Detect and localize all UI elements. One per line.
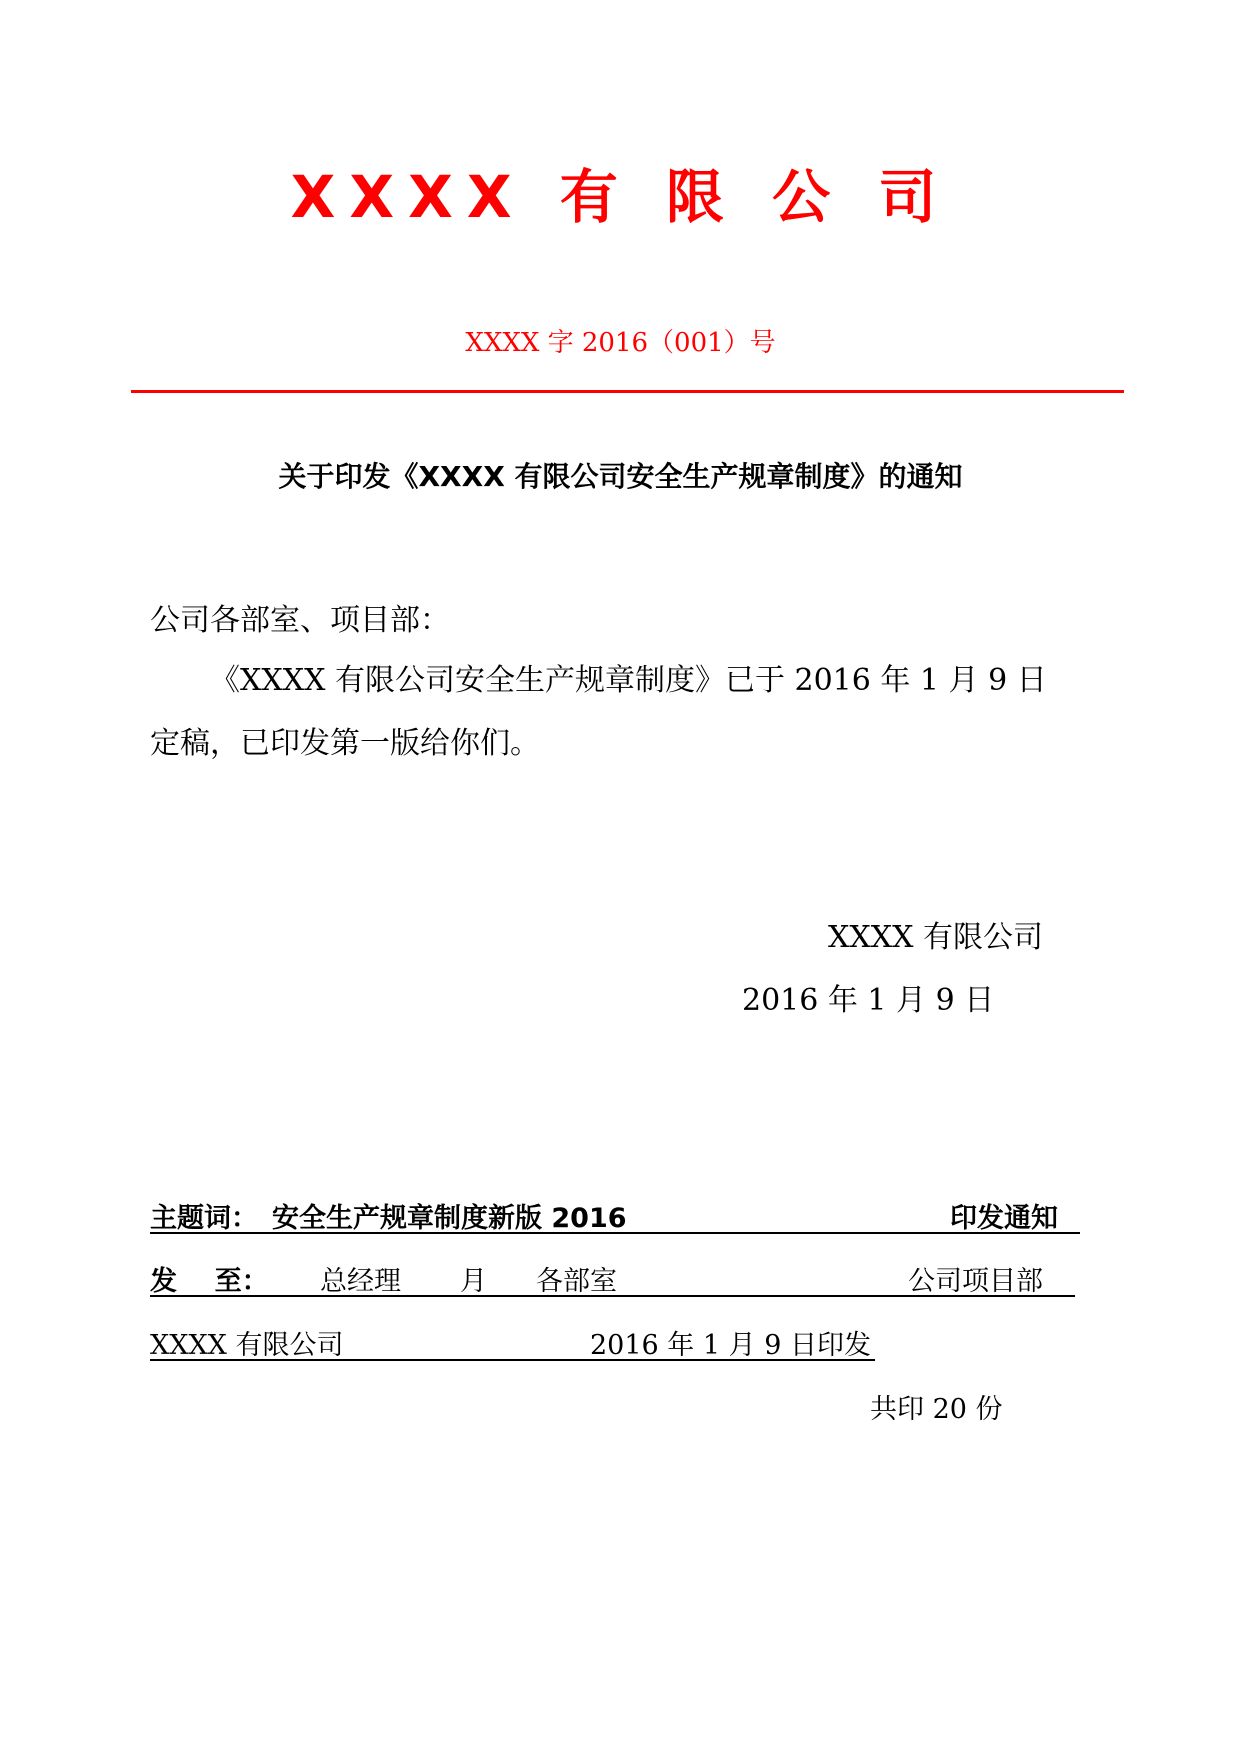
recipient-month: 月 xyxy=(460,1266,487,1297)
salutation: 公司各部室、项目部： xyxy=(150,603,450,638)
footer-keywords-row xyxy=(150,1196,1080,1234)
company-title: XXXX 有 限 公 司 xyxy=(290,163,951,231)
recipient-general-manager: 总经理 xyxy=(320,1266,401,1297)
signature-date: 2016 年 1 月 9 日 xyxy=(742,983,995,1018)
issue-date: 2016 年 1 月 9 日印发 xyxy=(590,1330,871,1361)
notice-title: 关于印发《XXXX 有限公司安全生产规章制度》的通知 xyxy=(278,460,963,493)
red-divider xyxy=(131,390,1124,393)
body-paragraph-line-2: 定稿，已印发第一版给你们。 xyxy=(150,726,540,761)
recipient-departments: 各部室 xyxy=(536,1266,617,1297)
keywords-tail: 印发通知 xyxy=(950,1203,1058,1234)
keywords-label: 主题词： xyxy=(150,1203,258,1234)
issuer-company: XXXX 有限公司 xyxy=(150,1330,344,1361)
recipient-project-dept: 公司项目部 xyxy=(908,1266,1043,1297)
footer-recipients-row xyxy=(150,1259,1075,1297)
document-number: XXXX 字 2016（001）号 xyxy=(465,328,776,358)
signature-company: XXXX 有限公司 xyxy=(828,920,1043,955)
keywords-value: 安全生产规章制度新版 2016 xyxy=(272,1203,627,1234)
footer-issuer-row xyxy=(150,1323,875,1361)
print-copies: 共印 20 份 xyxy=(870,1394,1003,1425)
body-paragraph-line-1: 《XXXX 有限公司安全生产规章制度》已于 2016 年 1 月 9 日 xyxy=(210,663,1047,698)
recipients-label: 发 至： xyxy=(150,1266,269,1297)
